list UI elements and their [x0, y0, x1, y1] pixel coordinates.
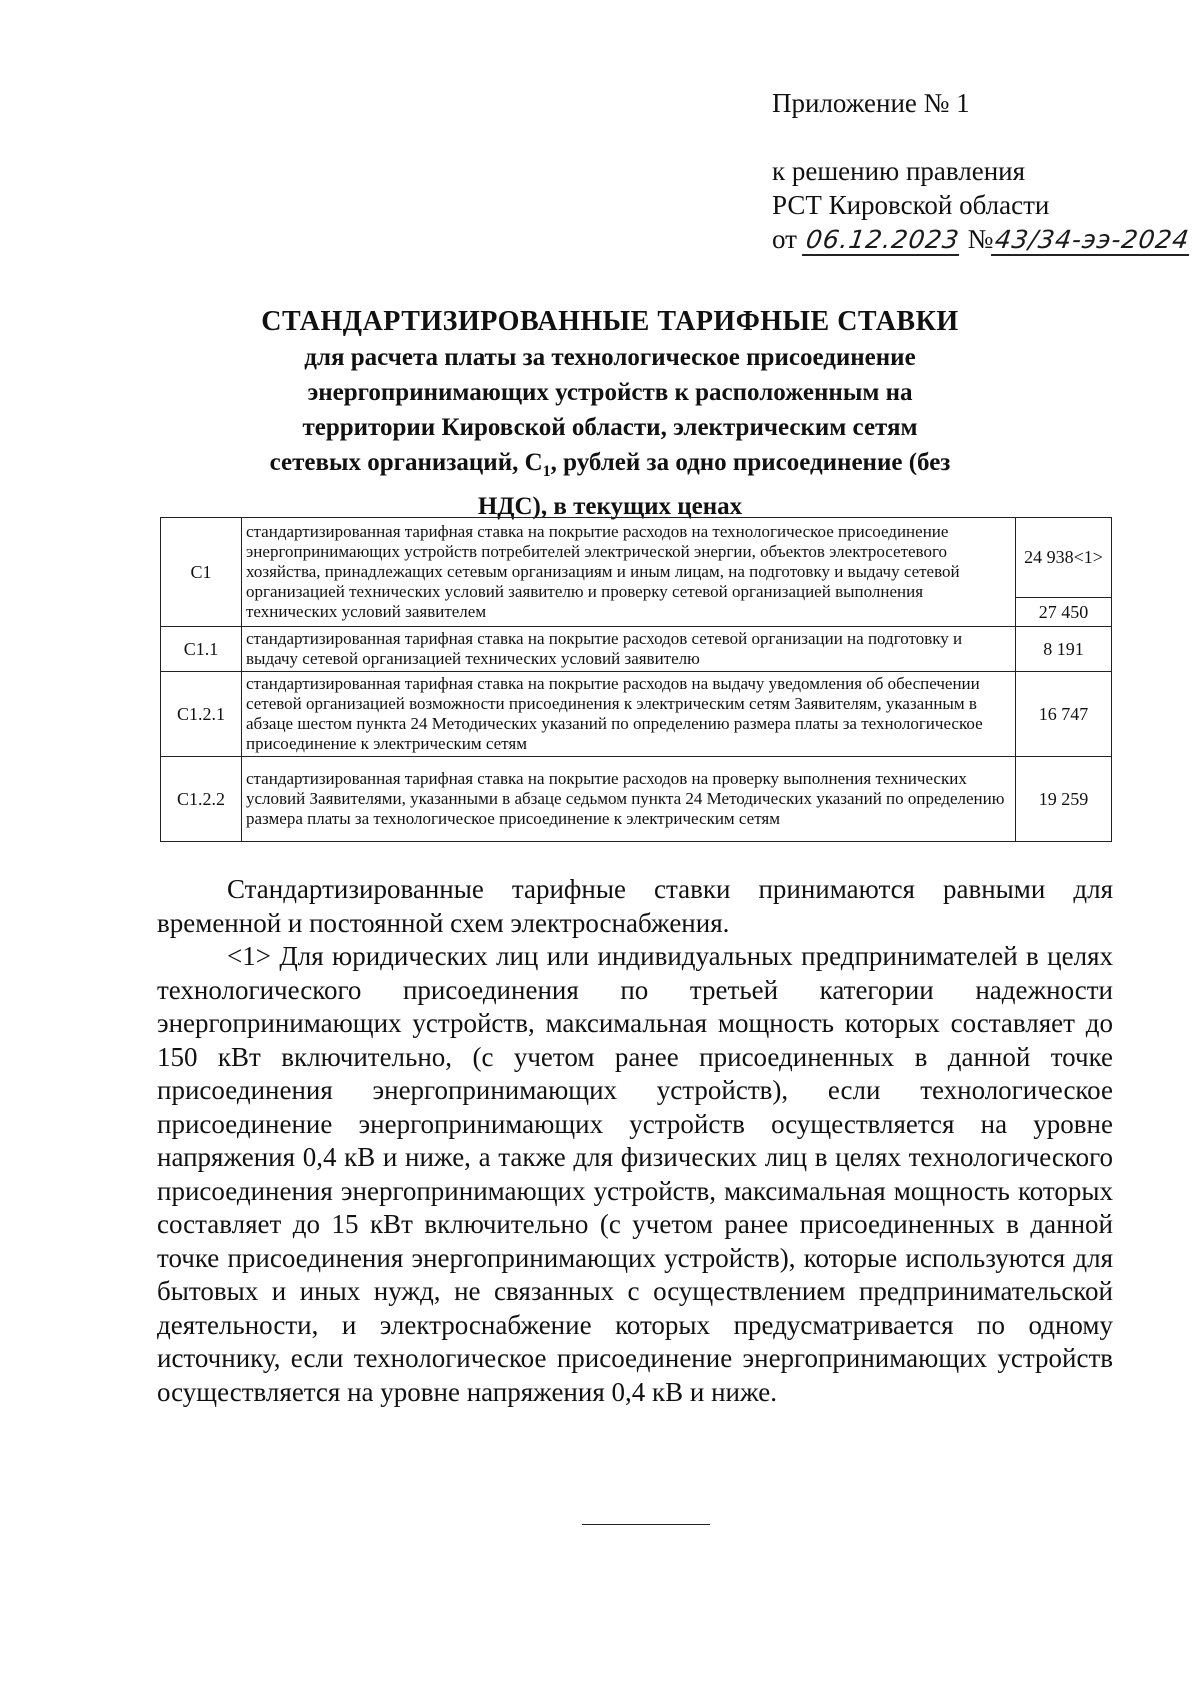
title-line-4-b: , рублей за одно присоединение (без	[550, 449, 951, 476]
end-divider	[582, 1524, 710, 1525]
appendix-line-2: РСТ Кировской области	[772, 190, 1050, 220]
title-line-2: энергопринимающих устройств к расположенным на	[307, 379, 913, 406]
date-prefix: от	[772, 224, 797, 254]
rate-code: С1.2.2	[161, 757, 242, 842]
table-row	[161, 757, 1112, 842]
rate-code: С1	[161, 518, 242, 627]
paragraph-footnote: <1> Для юридических лиц или индивидуальных предпринимателей в целях технологического присоединения по третьей категории надежности энергопринимающих устройств, максимальная мощность которых составляет до 150 кВт включительно, (с учетом ранее присоединенных в данной точке присоединения энергопринимающих устройств), если технологическое присоединение энергопринимающих устройств осуществляется на уровне напряжения 0,4 кВ и ниже, а также для физических лиц в целях технологического присоединения энергопринимающих устройств, максимальная мощность которых составляет до 15 кВт включительно (с учетом ранее присоединенных в данной точке присоединения энергопринимающих устройств), которые используются для бытовых и иных нужд, не связанных с осуществлением предпринимательской деятельности, и электроснабжение которых предусматривается по одному источнику, если технологическое присоединение энергопринимающих устройств осуществляется на уровне напряжения 0,4 кВ и ниже.	[157, 941, 1113, 1407]
rate-description: стандартизированная тарифная ставка на покрытие расходов на проверку выполнения технических условий Заявителями, указанными в абзаце седьмом пункта 24 Методических указаний по определению размера платы за технологическое присоединение к электрическим сетям	[242, 757, 1016, 842]
rate-description: стандартизированная тарифная ставка на покрытие расходов на выдачу уведомления об обеспечении сетевой организацией возможности присоединения к электрическим сетям Заявителям, указанным в абзаце шестом пункта 24 Методических указаний по определению размера платы за технологическое присоединение к электрическим сетям	[242, 672, 1016, 757]
title-line-3: территории Кировской области, электрическим сетям	[302, 414, 918, 441]
title-line-4	[150, 445, 1070, 489]
title-line-4-a: сетевых организаций, С	[269, 449, 543, 476]
handwritten-number: 43/34-ээ-2024	[991, 226, 1193, 256]
table-row	[161, 672, 1112, 757]
paragraph-rates-equal: Стандартизированные тарифные ставки принимаются равными для временной и постоянной схем электроснабжения.	[157, 874, 1113, 938]
appendix-reference	[772, 154, 1192, 256]
table-row	[161, 627, 1112, 672]
number-prefix: №	[967, 224, 994, 254]
handwritten-date: 06.12.2023	[802, 226, 963, 256]
document-title	[150, 304, 1070, 524]
appendix-line-1: к решению правления	[772, 156, 1026, 186]
tariff-rates-table	[160, 517, 1112, 842]
rate-value: 19 259	[1016, 757, 1112, 842]
rate-value: 16 747	[1016, 672, 1112, 757]
rate-value: 24 938<1>	[1016, 518, 1112, 598]
rate-description: стандартизированная тарифная ставка на покрытие расходов на технологическое присоединение энергопринимающих устройств потребителей электрической энергии, объектов электросетевого хозяйства, принадлежащих сетевым организациям и иным лицам, на подготовку и выдачу сетевой организацией технических условий заявителю и проверку сетевой организацией выполнения технических условий заявителем	[242, 518, 1016, 627]
appendix-number: Приложение № 1	[772, 88, 970, 118]
title-line-5: НДС), в текущих ценах	[477, 493, 743, 520]
rate-value: 27 450	[1016, 597, 1112, 626]
table-row	[161, 518, 1112, 598]
title-main: СТАНДАРТИЗИРОВАННЫЕ ТАРИФНЫЕ СТАВКИ	[261, 306, 959, 337]
rate-description: стандартизированная тарифная ставка на покрытие расходов сетевой организации на подготовку и выдачу сетевой организацией технических условий заявителю	[242, 627, 1016, 672]
rate-code: С1.2.1	[161, 672, 242, 757]
title-subscript: 1	[542, 463, 551, 480]
appendix-date-line	[772, 222, 1192, 256]
rate-value: 8 191	[1016, 627, 1112, 672]
rate-code: С1.1	[161, 627, 242, 672]
title-line-1: для расчета платы за технологическое присоединение	[304, 344, 916, 371]
